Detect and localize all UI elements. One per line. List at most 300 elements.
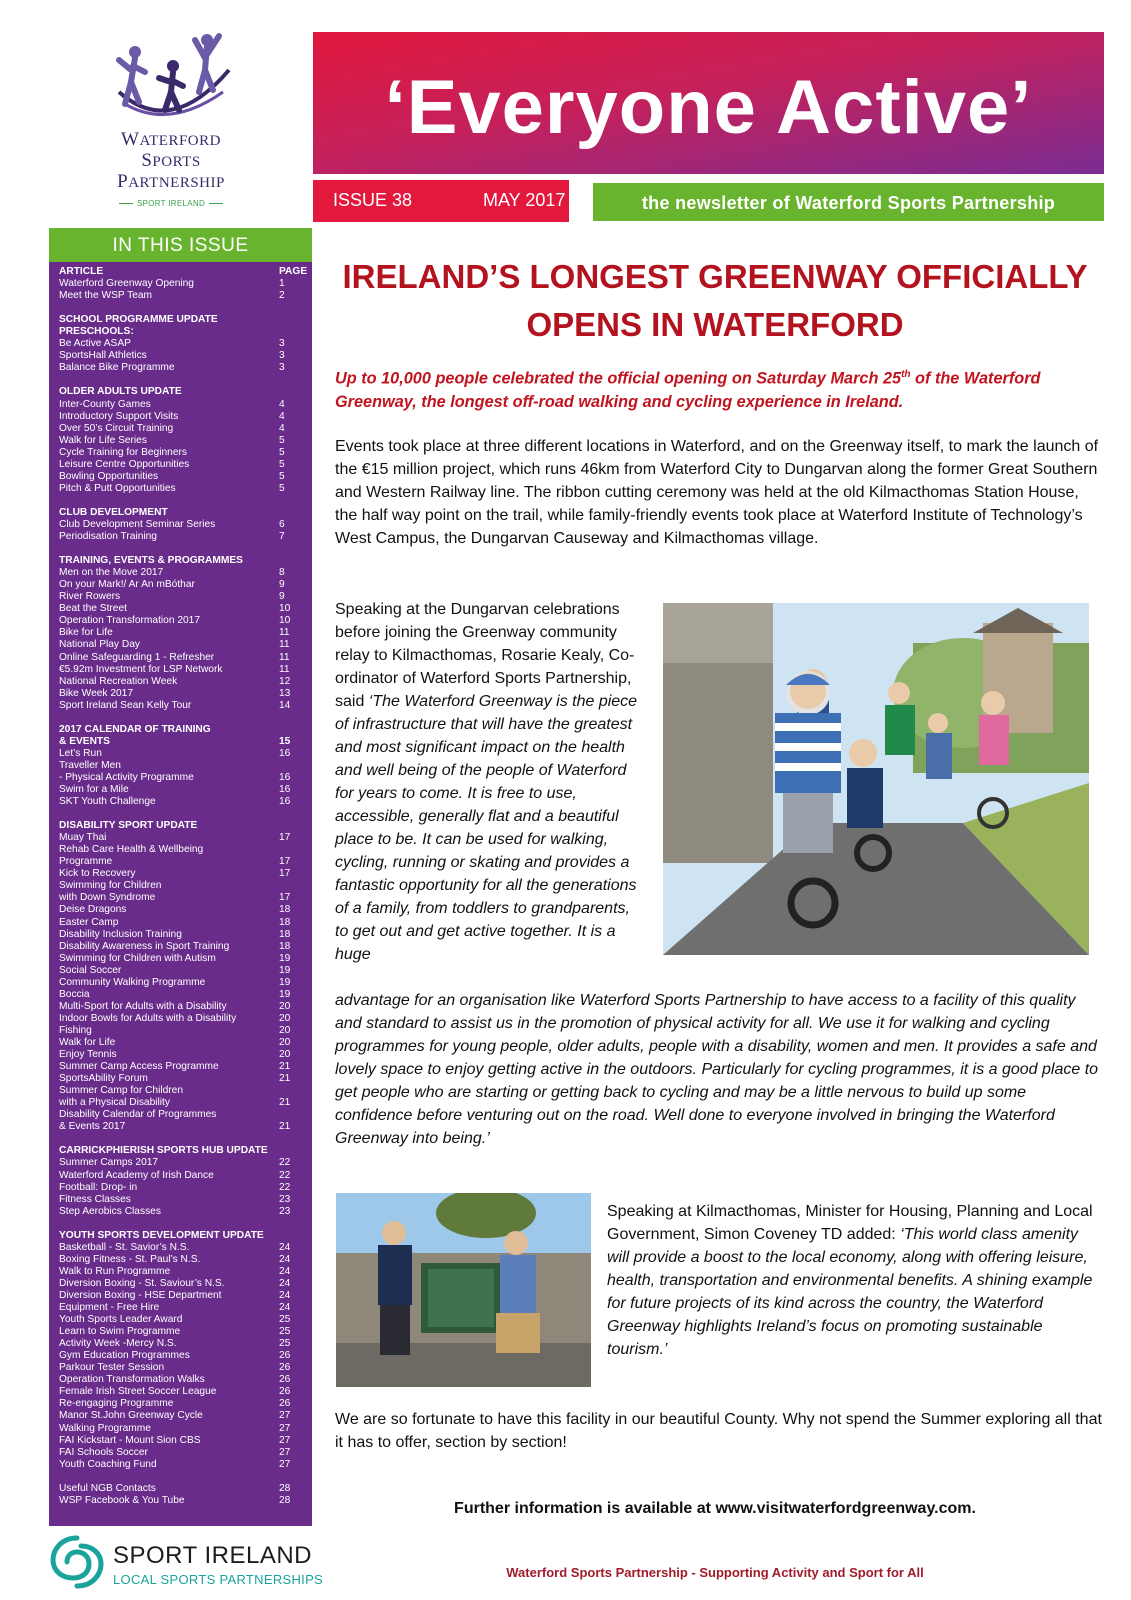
contents-item-title: TRAINING, EVENTS & PROGRAMMES	[59, 555, 243, 567]
contents-item	[59, 1206, 307, 1218]
contents-item-page: 18	[279, 904, 291, 916]
contents-item-title: CLUB DEVELOPMENT	[59, 506, 168, 518]
contents-item-page: 25	[279, 1326, 291, 1338]
contents-item-page: 26	[279, 1386, 291, 1398]
contents-item	[59, 338, 307, 350]
contents-item	[59, 784, 307, 796]
contents-item	[59, 904, 307, 916]
contents-item	[59, 652, 307, 664]
sport-ireland-sub: LOCAL SPORTS PARTNERSHIPS	[113, 1572, 324, 1587]
wsp-name-line2: SPORTS	[141, 150, 201, 171]
contents-item	[59, 1314, 307, 1326]
contents-item	[59, 832, 307, 844]
contents-item	[59, 977, 307, 989]
contents-item-page: 24	[279, 1277, 291, 1289]
contents-item-page: 19	[279, 964, 291, 976]
contents-item-page: 19	[279, 952, 291, 964]
contents-item-title: Introductory Support Visits	[59, 410, 179, 422]
contents-item-page: 5	[279, 470, 285, 482]
contents-item-title: Indoor Bowls for Adults with a Disability	[59, 1012, 237, 1024]
contents-item-title: Social Soccer	[59, 964, 122, 976]
contents-item	[59, 676, 307, 688]
contents-item	[59, 1386, 307, 1398]
contents-item-page	[279, 1085, 307, 1097]
contents-item-page: 17	[279, 832, 291, 844]
contents-item	[59, 567, 307, 579]
contents-item	[59, 856, 307, 868]
contents-item	[59, 483, 307, 495]
contents-item-page: 16	[279, 747, 291, 759]
contents-item-title: SportsAbility Forum	[59, 1073, 148, 1085]
contents-item-page: 11	[279, 651, 290, 663]
contents-item-page: 22	[279, 1181, 291, 1193]
contents-item-page	[279, 1230, 307, 1242]
contents-item-page: 3	[279, 362, 285, 374]
contents-item-title: Easter Camp	[59, 916, 119, 928]
footer-slogan: Waterford Sports Partnership - Supporting Activity and Sport for All	[506, 1565, 924, 1580]
contents-item-page: 19	[279, 988, 291, 1000]
contents-item	[59, 929, 307, 941]
contents-item-title: Youth Sports Leader Award	[59, 1314, 183, 1326]
contents-item-page	[279, 386, 307, 398]
contents-item	[59, 435, 307, 447]
contents-item-page: 25	[279, 1314, 291, 1326]
contents-item-page: 4	[279, 410, 285, 422]
contents-item-page: 23	[279, 1193, 291, 1205]
contents-item-title: Club Development Seminar Series	[59, 518, 216, 530]
article-headline	[320, 253, 1110, 349]
contents-item-page: 10	[279, 603, 291, 615]
contents-item-title: Fishing	[59, 1024, 92, 1036]
contents-item-title: SCHOOL PROGRAMME UPDATE	[59, 314, 218, 326]
contents-item	[59, 290, 307, 302]
contents-item	[59, 615, 307, 627]
contents-item-page: 17	[279, 868, 291, 880]
contents-item-title: Sport Ireland Sean Kelly Tour	[59, 699, 192, 711]
contents-item-page: 23	[279, 1205, 291, 1217]
contents-item-page: 9	[279, 579, 285, 591]
contents-item-title: FAI Kickstart - Mount Sion CBS	[59, 1434, 201, 1446]
contents-item-title: Deise Dragons	[59, 904, 127, 916]
contents-item	[59, 1483, 307, 1495]
contents-item-page: 5	[279, 458, 285, 470]
contents-item-title: - Physical Activity Programme	[59, 771, 194, 783]
issue-date: MAY 2017	[483, 190, 566, 210]
article-lead	[335, 363, 1095, 414]
contents-item	[59, 1073, 307, 1085]
contents-item-page	[279, 1109, 307, 1121]
contents-section-header	[59, 266, 307, 278]
contents-item-page: 5	[279, 434, 285, 446]
contents-item	[59, 639, 307, 651]
contents-item-title: Summer Camp for Children	[59, 1085, 183, 1097]
contents-item-page: 17	[279, 856, 291, 868]
contents-item-title: Disability Calendar of Programmes	[59, 1109, 217, 1121]
contents-item-title: Kick to Recovery	[59, 868, 136, 880]
contents-item-page: 20	[279, 1012, 291, 1024]
contents-item-title: CARRICKPHIERISH SPORTS HUB UPDATE	[59, 1145, 268, 1157]
headline-line2: OPENS IN WATERFORD	[526, 306, 904, 343]
contents-item-page: 20	[279, 1000, 291, 1012]
contents-item	[59, 965, 307, 977]
contents-section-header	[59, 555, 307, 567]
contents-item-title: Summer Camp Access Programme	[59, 1061, 219, 1073]
contents-item-page: 3	[279, 350, 285, 362]
masthead-banner	[313, 32, 1104, 174]
contents-item-title: & Events 2017	[59, 1121, 126, 1133]
contents-item-title: Waterford Greenway Opening	[59, 278, 194, 290]
contents-item-page: 3	[279, 338, 285, 350]
contents-item	[59, 953, 307, 965]
contents-item-title: Bike Week 2017	[59, 687, 133, 699]
contents-item-page: 16	[279, 796, 291, 808]
contents-gap	[59, 1471, 307, 1483]
contents-item	[59, 1085, 307, 1097]
contents-item-title: Multi-Sport for Adults with a Disability	[59, 1000, 227, 1012]
contents-item	[59, 1109, 307, 1121]
contents-item-page	[279, 1145, 307, 1157]
contents-item	[59, 1170, 307, 1182]
contents-item-page	[279, 880, 307, 892]
contents-item-title: with a Physical Disability	[59, 1097, 170, 1109]
contents-section-header	[59, 736, 307, 748]
contents-item	[59, 423, 307, 435]
contents-item	[59, 1435, 307, 1447]
contents-item-title: Waterford Academy of Irish Dance	[59, 1169, 214, 1181]
contents-item	[59, 760, 307, 772]
contents-item-title: Programme	[59, 856, 113, 868]
lead-sup: th	[901, 369, 911, 380]
contents-item	[59, 664, 307, 676]
contents-item-title: Manor St.John Greenway Cycle	[59, 1410, 203, 1422]
contents-item	[59, 399, 307, 411]
contents-item-page: 12	[279, 675, 291, 687]
contents-item-title: DISABILITY SPORT UPDATE	[59, 820, 198, 832]
contents-item-title: Operation Transformation 2017	[59, 615, 201, 627]
contents-item-title: 2017 CALENDAR OF TRAINING	[59, 723, 211, 735]
contents-item	[59, 1049, 307, 1061]
contents-item-page: 18	[279, 916, 291, 928]
contents-item-page: 10	[279, 615, 291, 627]
contents-item-page: 7	[279, 531, 285, 543]
contents-item-title: Boxing Fitness - St. Paul’s N.S.	[59, 1253, 201, 1265]
contents-item	[59, 459, 307, 471]
contents-item-title: Muay Thai	[59, 832, 107, 844]
contents-item-page: 20	[279, 1024, 291, 1036]
contents-item-title: Traveller Men	[59, 759, 121, 771]
issue-number: ISSUE 38	[333, 190, 413, 210]
contents-item-page: 6	[279, 518, 285, 530]
contents-item-page: 27	[279, 1422, 291, 1434]
contents-item-page: 28	[279, 1482, 291, 1494]
contents-item	[59, 411, 307, 423]
contents-section-header	[59, 1230, 307, 1242]
contents-item-title: Diversion Boxing - St. Saviour’s N.S.	[59, 1277, 225, 1289]
contents-item-page	[279, 760, 307, 772]
contents-item-title: Operation Transformation Walks	[59, 1374, 205, 1386]
contents-item-title: Online Safeguarding 1 - Refresher	[59, 651, 215, 663]
contents-item	[59, 1097, 307, 1109]
contents-item-page: 13	[279, 687, 291, 699]
contents-item-page	[279, 820, 307, 832]
cyclists-image-icon	[663, 603, 1089, 955]
paragraph-4-plain: Speaking at Kilmacthomas, Minister for Housing, Planning and Local Government, Simon Coveney TD added:	[607, 1203, 1093, 1243]
contents-item	[59, 591, 307, 603]
contents-item-title: Football: Drop- in	[59, 1181, 138, 1193]
contents-gap	[59, 374, 307, 386]
wsp-logo	[96, 30, 246, 230]
contents-item-page	[279, 724, 307, 736]
contents-item-page: 20	[279, 1049, 291, 1061]
contents-item-page: 28	[279, 1494, 291, 1506]
contents-item	[59, 1182, 307, 1194]
wsp-name-line3: PARTNERSHIP	[117, 171, 225, 192]
issue-box	[313, 180, 569, 222]
contents-item-page: 5	[279, 446, 285, 458]
lead-part-b: of the Waterford Greenway, the longest off-road walking and cycling experience in Ireland.	[335, 369, 1041, 412]
contents-gap	[59, 495, 307, 507]
contents-item-title: Female Irish Street Soccer League	[59, 1386, 217, 1398]
greenway-cyclists-photo	[663, 603, 1089, 955]
contents-item	[59, 880, 307, 892]
contents-item-page: 24	[279, 1253, 291, 1265]
contents-section-header	[59, 1145, 307, 1157]
contents-item	[59, 603, 307, 615]
wsp-name-line1: WATERFORD	[121, 129, 221, 150]
contents-item-page: 21	[279, 1073, 291, 1085]
contents-item-title: Swimming for Children with Autism	[59, 952, 216, 964]
contents-item	[59, 1266, 307, 1278]
contents-item-title: Inter-County Games	[59, 398, 151, 410]
contents-section-header	[59, 507, 307, 519]
contents-gap	[59, 543, 307, 555]
contents-item	[59, 519, 307, 531]
contents-item-title: & EVENTS	[59, 735, 110, 747]
contents-item-page: 15	[279, 735, 291, 747]
paragraph-5: We are so fortunate to have this facility in our beautiful County. Why not spend the Summer exploring all that it has to offer, section by section!	[335, 1411, 1102, 1451]
contents-item	[59, 1350, 307, 1362]
contents-item-page	[279, 555, 307, 567]
contents-item	[59, 1278, 307, 1290]
contents-item-title: Disability Inclusion Training	[59, 928, 182, 940]
contents-item	[59, 796, 307, 808]
sport-ireland-swirl-icon	[49, 1532, 105, 1592]
contents-item-title: Basketball - St. Savior’s N.S.	[59, 1241, 190, 1253]
contents-item-page: 16	[279, 784, 291, 796]
contents-item	[59, 1001, 307, 1013]
contents-item-title: Men on the Move 2017	[59, 567, 164, 579]
contents-item	[59, 579, 307, 591]
contents-item	[59, 1362, 307, 1374]
contents-item	[59, 1061, 307, 1073]
contents-item-page: 4	[279, 398, 285, 410]
paragraph-2	[335, 598, 647, 966]
contents-item	[59, 1254, 307, 1266]
contents-item-title: Diversion Boxing - HSE Department	[59, 1289, 222, 1301]
contents-item	[59, 1025, 307, 1037]
contents-item-title: PRESCHOOLS:	[59, 326, 134, 338]
contents-item-title: Let’s Run	[59, 747, 102, 759]
contents-item-page: 25	[279, 1338, 291, 1350]
contents-gap	[59, 302, 307, 314]
contents-item	[59, 700, 307, 712]
contents-item-page: 9	[279, 591, 285, 603]
contents-item-title: Swim for a Mile	[59, 784, 129, 796]
contents-item	[59, 447, 307, 459]
contents-item	[59, 350, 307, 362]
contents-item-title: with Down Syndrome	[59, 892, 156, 904]
wsp-sub: SPORT IRELAND	[96, 199, 246, 208]
contents-item	[59, 892, 307, 904]
contents-item-title: Rehab Care Health & Wellbeing	[59, 844, 204, 856]
contents-list	[59, 266, 307, 1507]
headline-line1: IRELAND’S LONGEST GREENWAY OFFICIALLY	[342, 258, 1088, 295]
contents-item	[59, 471, 307, 483]
contents-item	[59, 748, 307, 760]
contents-item-title: Equipment - Free Hire	[59, 1302, 160, 1314]
contents-item-title: Activity Week -Mercy N.S.	[59, 1338, 177, 1350]
contents-item	[59, 989, 307, 1001]
contents-item-page	[279, 844, 307, 856]
contents-item-page: 24	[279, 1265, 291, 1277]
contents-item	[59, 772, 307, 784]
contents-item-title: ARTICLE	[59, 266, 104, 277]
contents-item-title: River Rowers	[59, 591, 121, 603]
masthead-title: ‘Everyone Active’	[384, 65, 1033, 150]
paragraph-4	[607, 1200, 1102, 1361]
paragraph-1: Events took place at three different locations in Waterford, and on the Greenway itself, to mark the launch of the €15 million project, which runs 46km from Waterford City to Dungarvan along the former Great Southern and Western Railway line. The ribbon cutting ceremony was held at the old Kilmacthomas Station House, the half way point on the trail, while family-friendly events took place at Waterford Institute of Technology’s West Campus, the Dungarvan Causeway and Kilmacthomas village.	[335, 438, 1099, 547]
contents-item-page: 4	[279, 422, 285, 434]
contents-item-page: 24	[279, 1302, 291, 1314]
contents-item	[59, 1338, 307, 1350]
paragraph-2-quote: ‘The Waterford Greenway is the piece of infrastructure that will have the greatest and most significant impact on the health and well being of the people of Waterford for years to come. It is free to use, accessible, generally flat and a beautiful place to be. It can be used for walking, cycling, running or skating and provides a fantastic opportunity for all the generations of a family, from toddlers to grandparents, to get out and get active together. It is a huge	[335, 693, 638, 963]
contents-item-title: WSP Facebook & You Tube	[59, 1494, 185, 1506]
contents-section-header	[59, 386, 307, 398]
contents-item	[59, 1037, 307, 1049]
contents-item-page: 27	[279, 1446, 291, 1458]
contents-gap	[59, 1133, 307, 1145]
contents-item	[59, 1423, 307, 1435]
contents-item	[59, 917, 307, 929]
contents-item-page: 21	[279, 1121, 291, 1133]
contents-item-page: 21	[279, 1061, 291, 1073]
contents-item	[59, 1242, 307, 1254]
contents-item	[59, 1459, 307, 1471]
contents-item-title: Walk for Life	[59, 1037, 116, 1048]
contents-item-title: Walk to Run Programme	[59, 1265, 171, 1277]
contents-item-title: Bowling Opportunities	[59, 470, 159, 482]
contents-item-page: 11	[279, 627, 290, 639]
contents-item-page: 8	[279, 567, 285, 579]
contents-item	[59, 1194, 307, 1206]
contents-item-page: 14	[279, 699, 291, 711]
contents-item	[59, 1495, 307, 1507]
contents-item-title: Balance Bike Programme	[59, 362, 175, 374]
contents-item-title: FAI Schools Soccer	[59, 1446, 148, 1458]
tagline: the newsletter of Waterford Sports Partnership	[593, 183, 1104, 221]
contents-item-title: On your Mark!/ Ar An mBóthar	[59, 579, 195, 591]
contents-item-page: 18	[279, 940, 291, 952]
contents-item-page: 26	[279, 1374, 291, 1386]
contents-item	[59, 1410, 307, 1422]
contents-item	[59, 1398, 307, 1410]
contents-item-title: Over 50’s Circuit Training	[59, 422, 174, 434]
contents-item	[59, 868, 307, 880]
contents-item-page: 2	[279, 290, 285, 302]
contents-item-title: Useful NGB Contacts	[59, 1482, 156, 1494]
contents-item	[59, 1447, 307, 1459]
contents-item-title: Cycle Training for Beginners	[59, 446, 187, 458]
contents-heading: IN THIS ISSUE	[49, 228, 312, 262]
contents-item-page: 27	[279, 1458, 291, 1470]
contents-item-page: 18	[279, 928, 291, 940]
contents-item-title: Step Aerobics Classes	[59, 1205, 161, 1217]
contents-item-title: Parkour Tester Session	[59, 1362, 165, 1374]
plaque-ceremony-photo	[336, 1193, 591, 1387]
contents-section-header	[59, 314, 307, 326]
contents-item	[59, 1121, 307, 1133]
contents-item-title: Youth Coaching Fund	[59, 1458, 157, 1470]
sport-ireland-logo	[49, 1532, 324, 1594]
contents-item-page: 27	[279, 1410, 291, 1422]
contents-item-title: Community Walking Programme	[59, 976, 206, 988]
contents-item-page: 20	[279, 1037, 291, 1048]
contents-item-page: 26	[279, 1398, 291, 1410]
contents-item-title: Be Active ASAP	[59, 338, 131, 350]
contents-item-title: Learn to Swim Programme	[59, 1326, 181, 1338]
contents-item-title: SportsHall Athletics	[59, 350, 147, 362]
contents-gap	[59, 1218, 307, 1230]
sport-ireland-title: SPORT IRELAND	[113, 1542, 313, 1569]
contents-item-title: SKT Youth Challenge	[59, 796, 156, 808]
contents-item-title: €5.92m Investment for LSP Network	[59, 663, 223, 675]
contents-item-title: Leisure Centre Opportunities	[59, 458, 190, 470]
contents-item-page: 26	[279, 1350, 291, 1362]
contents-item-title: Walking Programme	[59, 1422, 151, 1434]
contents-item	[59, 627, 307, 639]
contents-item-title: Gym Education Programmes	[59, 1350, 190, 1362]
contents-item-page: 21	[279, 1097, 291, 1109]
wsp-name	[96, 130, 246, 193]
contents-item-page: 11	[279, 663, 290, 675]
contents-item-title: YOUTH SPORTS DEVELOPMENT UPDATE	[59, 1229, 264, 1241]
contents-item	[59, 1013, 307, 1025]
contents-item-title: Beat the Street	[59, 603, 127, 615]
contents-item-title: Re-engaging Programme	[59, 1398, 174, 1410]
contents-item-title: Boccia	[59, 988, 90, 1000]
contents-item-page	[279, 314, 307, 326]
contents-section-header	[59, 326, 307, 338]
contents-item-page: 22	[279, 1169, 291, 1181]
contents-item-page: 26	[279, 1362, 291, 1374]
contents-sidebar	[49, 228, 312, 1526]
contents-item-page: 24	[279, 1241, 291, 1253]
further-info: Further information is available at www.visitwaterfordgreenway.com.	[454, 1500, 976, 1517]
contents-item-title: OLDER ADULTS UPDATE	[59, 386, 182, 398]
contents-item	[59, 1290, 307, 1302]
contents-item	[59, 362, 307, 374]
contents-item-title: Walk for Life Series	[59, 434, 147, 446]
contents-item-page: 17	[279, 892, 291, 904]
contents-item	[59, 1157, 307, 1169]
contents-item-title: Enjoy Tennis	[59, 1049, 117, 1061]
contents-item-page: 5	[279, 482, 285, 494]
contents-item-title: National Play Day	[59, 639, 140, 651]
contents-item	[59, 1374, 307, 1386]
contents-item	[59, 844, 307, 856]
contents-item	[59, 278, 307, 290]
contents-item-page: 22	[279, 1157, 291, 1169]
